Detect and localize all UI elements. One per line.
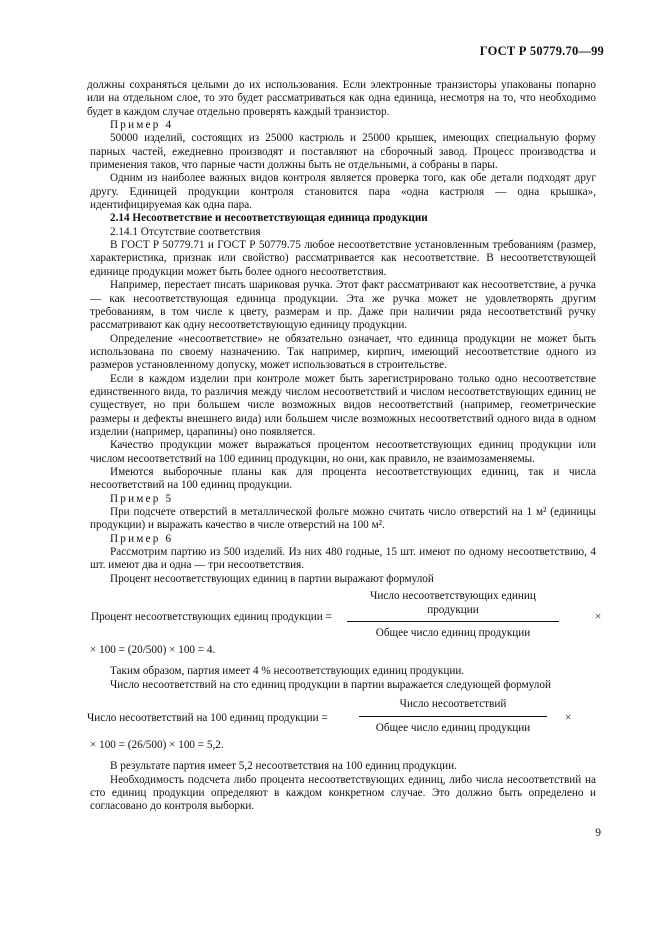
- formula-result: × 100 = (26/500) × 100 = 5,2.: [90, 739, 224, 752]
- paragraph: Если в каждом изделии при контроле может быть зарегистрировано только одно несоответствие единственного вида, то различия между числом несоответствий и числом несоответствующих единиц не существует, но при большем числе возможных видов несоответствий (например, геометрические размеры и дефекты внешнего вида) или большем числе возможных несоответствий одного вида в одном изделии (например, царапины) оно появляется.: [90, 372, 596, 438]
- formula-times-sign: ×: [565, 712, 572, 725]
- paragraph: Качество продукции может выражаться процентом несоответствующих единиц продукции или числом несоответствий на 100 единиц продукции, но они, как правило, не взаимозаменяемы.: [90, 439, 596, 465]
- formula-result: × 100 = (20/500) × 100 = 4.: [90, 644, 216, 657]
- example-label: Пример 5: [110, 492, 174, 505]
- paragraph: В результате партия имеет 5,2 несоответствия на 100 единиц продукции.: [110, 760, 457, 773]
- formula-percent-nonconforming: [87, 590, 602, 642]
- document-body: [87, 79, 602, 814]
- paragraph: Например, перестает писать шариковая ручка. Этот факт рассматривают как несоответствие, а ручка — как несоответствующая единица продукции. Эта же ручка может не удовлетворять другим требованиям, в том числе к цвету, размерам и пр. Даже при наличии ряда несоответствий ручку рассматривают как одну несоответствующую единицу продукции.: [90, 279, 596, 332]
- paragraph: 50000 изделий, состоящих из 25000 кастрюль и 25000 крышек, имеющих специальную форму парных частей, ежедневно производят и поставляют на сборочный завод. Процесс производства и применения таков, что парные части должны быть не отдельными, а собраны в пары.: [90, 132, 596, 172]
- example-label: Пример 6: [110, 532, 174, 545]
- paragraph: В ГОСТ Р 50779.71 и ГОСТ Р 50779.75 любое несоответствие установленным требованиям (размер, характеристика, признак или свойство) рассматривается как несоответствие. В несоответствующей единице продукции может быть более одного несоответствия.: [90, 239, 596, 278]
- formula-lhs: Процент несоответствующих единиц продукции =: [91, 611, 332, 624]
- formula-nonconformities-per-100: [87, 698, 596, 736]
- paragraph: Определение «несоответствие» не обязательно означает, что единица продукции не может быть использована по своему назначению. Так например, кирпич, имеющий несоответствие одного из размеров установленному допуску, может использоваться в строительстве.: [90, 332, 596, 372]
- paragraph: Имеются выборочные планы как для процента несоответствующих единиц, так и числа несоответствий на 100 единиц продукции.: [90, 465, 596, 492]
- paragraph: должны сохраняться целыми до их использования. Если электронные транзисторы упакованы попарно или на отдельном слое, то это будет рассматриваться как одна единица, несмотря на то, что необходимо будет в каждом случае отдельно проверять каждый транзистор.: [87, 79, 596, 118]
- formula-fraction: [347, 590, 559, 640]
- paragraph: Процент несоответствующих единиц в партии выражают формулой: [110, 572, 434, 585]
- example-label: Пример 4: [110, 119, 174, 132]
- paragraph: Необходимость подсчета либо процента несоответствующих единиц, либо числа несоответствий на сто единиц продукции определяют в каждом конкретном случае. Это должно быть определено и согласовано до контроля выборки.: [90, 773, 596, 813]
- formula-numerator: Число несоответствующих единиц продукции: [347, 590, 559, 622]
- section-title: 2.14 Несоответствие и несоответствующая единица продукции: [110, 212, 428, 225]
- paragraph: Одним из наиболее важных видов контроля является проверка того, как обе детали подходят друг другу. Единицей продукции контроля становится пара «одна кастрюля — одна крышка», идентифицируемая как одна пара.: [90, 172, 596, 212]
- formula-lhs: Число несоответствий на 100 единиц продукции =: [87, 712, 328, 725]
- paragraph: При подсчете отверстий в металлической фольге можно считать число отверстий на 1 м² (единицы продукции) и выражать качество в числе отверстий на 100 м².: [90, 506, 596, 532]
- formula-times-sign: ×: [595, 611, 602, 624]
- formula-denominator: Общее число единиц продукции: [375, 721, 531, 734]
- subsection-title: 2.14.1 Отсутствие соответствия: [110, 225, 261, 238]
- page-number: 9: [595, 827, 601, 839]
- paragraph: Число несоответствий на сто единиц продукции в партии выражается следующей формулой: [110, 678, 551, 691]
- formula-numerator: Число несоответствий: [359, 698, 547, 717]
- formula-fraction: [359, 698, 547, 735]
- paragraph: Таким образом, партия имеет 4 % несоответствующих единиц продукции.: [110, 665, 465, 678]
- document-header: ГОСТ Р 50779.70—99: [479, 44, 604, 58]
- formula-denominator: Общее число единиц продукции: [375, 627, 531, 640]
- paragraph: Рассмотрим партию из 500 изделий. Из них 480 годные, 15 шт. имеют по одному несоответствию, 4 шт. имеют два и одна — три несоответствия.: [90, 546, 596, 572]
